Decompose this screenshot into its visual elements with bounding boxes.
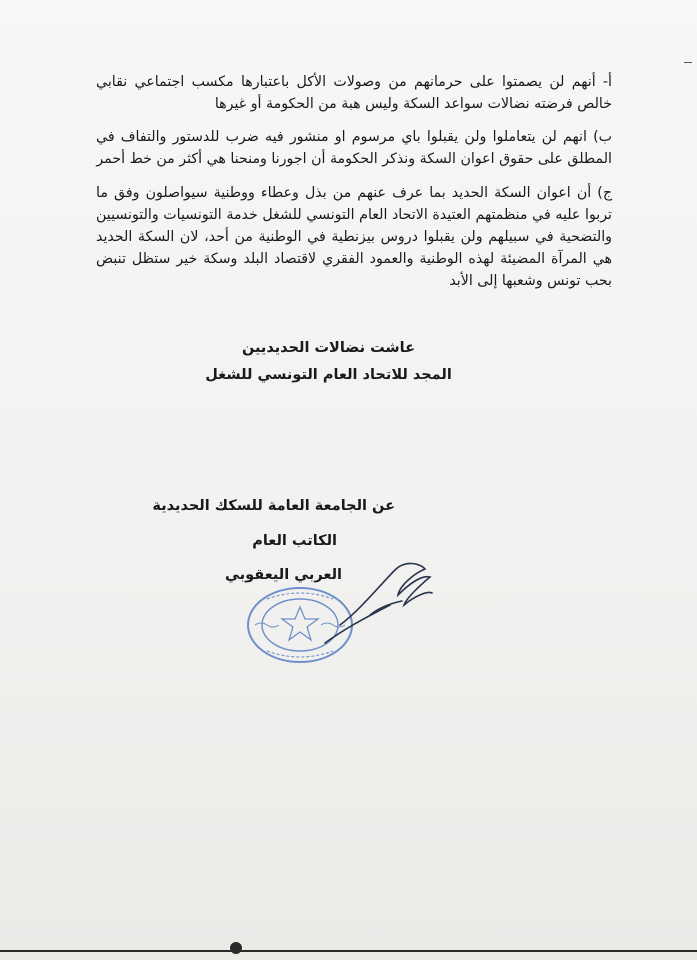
- handwritten-signature-icon: [320, 555, 440, 650]
- paragraph-c: ج) أن اعوان السكة الحديد بما عرف عنهم من بذل وعطاء ووطنية سيواصلون وفق ما تربوا عليه في منظمتهم العتيدة الاتحاد العام التونسي للشغل خدمة التونسيات والتونسيين والتضحية في سبيلهم ولن يقبلوا دروس بيزنطية في الوطنية من أحد، لان السكة الحديد هي المرآة المضيئة لهذه الوطنية والعمود الفقري لاقتصاد البلد وسكة خير ستظل تنبض بحب تونس وشعبها إلى الأبد: [96, 185, 612, 289]
- signature-organization: عن الجامعة العامة للسكك الحديدية: [152, 498, 395, 514]
- slogan-ugtt: المجد للاتحاد العام التونسي للشغل: [205, 367, 452, 383]
- signature-role: الكاتب العام: [252, 533, 337, 549]
- signature-name: العربي اليعقوبي: [225, 567, 342, 583]
- bottom-mark: [230, 942, 242, 954]
- bottom-divider: [0, 950, 697, 952]
- paragraph-b: ب) انهم لن يتعاملوا ولن يقبلوا باي مرسوم او منشور فيه ضرب للدستور والتفاف في المطلق على حقوق اعوان السكة ونذكر الحكومة أن اجورنا ومنحنا هي أكثر من خط أحمر: [96, 129, 612, 167]
- slogan-railway-workers: عاشت نضالات الحديديين: [241, 340, 416, 356]
- paragraph-a: أ- أنهم لن يصمتوا على حرمانهم من وصولات الأكل باعتبارها مكسب اجتماعي نقابي خالص فرضته نضالات سواعد السكة وليس هبة من الحكومة أو غيرها: [96, 74, 612, 112]
- margin-mark: [684, 62, 692, 63]
